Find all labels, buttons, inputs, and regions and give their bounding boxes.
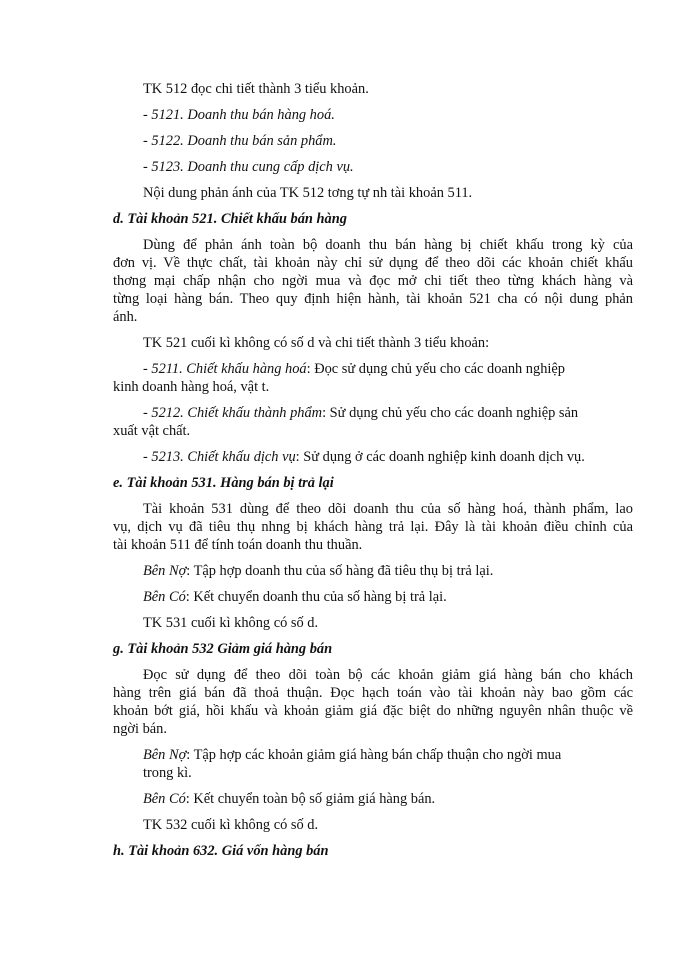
section-g-heading: g. Tài khoản 532 Giảm giá hàng bán <box>113 641 333 657</box>
section-e-heading: e. Tài khoản 531. Hàng bán bị trả lại <box>113 475 334 491</box>
section-e-para1-line3: tài khoản 511 để tính toán doanh thu thuần. <box>113 537 363 553</box>
section-e-ben-no-text: : Tập hợp doanh thu của số hàng đã tiêu thụ bị trả lại. <box>186 563 494 579</box>
item-5213-text: : Sử dụng ở các doanh nghiệp kinh doanh dịch vụ. <box>295 449 585 465</box>
section-h-heading: h. Tài khoản 632. Giá vốn hàng bán <box>113 843 329 859</box>
item-5213-line1 <box>143 448 585 466</box>
section-g-para1-line4: ngời bán. <box>113 721 167 737</box>
section-e-ben-co <box>143 588 447 606</box>
section-g-para1-line2: hàng trên giá bán đã thoả thuận. Đọc hạch toán vào tài khoản này bao gồm các <box>113 685 633 701</box>
item-5212-text: : Sử dụng chủ yếu cho các doanh nghiệp sản <box>322 405 579 421</box>
section-g-ben-co-label: Bên Có <box>143 791 186 807</box>
section-g-ben-no-label: Bên Nợ <box>143 747 187 763</box>
section-g-ben-co-text: : Kết chuyển toàn bộ số giảm giá hàng bán. <box>185 791 436 807</box>
item-5212-label: - 5212. Chiết khấu thành phẩm <box>143 405 323 421</box>
tk512-content: Nội dung phản ánh của TK 512 tơng tự nh tài khoản 511. <box>143 185 473 201</box>
section-g-closing: TK 532 cuối kì không có số d. <box>143 817 319 833</box>
tk5121-item: - 5121. Doanh thu bán hàng hoá. <box>143 107 335 123</box>
section-d-para1-line2: đơn vị. Về thực chất, tài khoản này chỉ sử dụng để theo dõi các khoản chiết khấu <box>113 255 633 271</box>
section-d-para1-line4: từng loại hàng bán. Theo quy định hiện hành, tài khoản 521 cha có nội dung phản <box>113 291 633 307</box>
item-5213-label: - 5213. Chiết khấu dịch vụ <box>143 449 296 465</box>
section-e-para1-line2: vụ, dịch vụ đã tiêu thụ nhng bị khách hàng trả lại. Đây là tài khoản điều chỉnh của <box>113 519 633 535</box>
section-g-para1-line1: Đọc sử dụng để theo dõi toàn bộ các khoản giảm giá hàng bán cho khách <box>143 667 633 683</box>
item-5211-label: - 5211. Chiết khấu hàng hoá <box>143 361 307 377</box>
item-5211-text: : Đọc sử dụng chủ yếu cho các doanh nghiệp <box>306 361 565 377</box>
section-e-ben-co-text: : Kết chuyển doanh thu của số hàng bị trả lại. <box>185 589 447 605</box>
item-5211-line2: kinh doanh hàng hoá, vật t. <box>113 379 270 395</box>
section-g-ben-no-line1 <box>143 746 561 764</box>
tk512-detail: TK 512 đọc chi tiết thành 3 tiểu khoản. <box>143 81 369 97</box>
section-g-ben-no-line2: trong kì. <box>143 765 192 781</box>
section-d-heading: d. Tài khoản 521. Chiết khấu bán hàng <box>113 211 347 227</box>
section-e-closing: TK 531 cuối kì không có số d. <box>143 615 319 631</box>
section-d-para1-line3: thơng mại chấp nhận cho ngời mua và đọc mở chi tiết theo từng khách hàng và <box>113 273 633 289</box>
section-g-para1-line3: khoản bớt giá, hồi khấu và khoản giảm giá đặc biệt do những nguyên nhân thuộc về <box>113 703 633 719</box>
section-g-ben-co <box>143 790 435 808</box>
item-5212-line2: xuất vật chất. <box>113 423 191 439</box>
tk5122-item: - 5122. Doanh thu bán sản phẩm. <box>143 133 337 149</box>
item-5212-line1 <box>143 404 578 422</box>
tk5123-item: - 5123. Doanh thu cung cấp dịch vụ. <box>143 159 354 175</box>
section-e-ben-no-label: Bên Nợ <box>143 563 187 579</box>
section-g-ben-no-text: : Tập hợp các khoản giảm giá hàng bán chấp thuận cho ngời mua <box>186 747 562 763</box>
section-d-para1-line5: ánh. <box>113 309 138 325</box>
section-e-para1-line1: Tài khoản 531 dùng để theo dõi doanh thu của số hàng hoá, thành phẩm, lao <box>143 501 633 517</box>
section-e-ben-no <box>143 562 493 580</box>
item-5211-line1 <box>143 360 565 378</box>
section-d-para2: TK 521 cuối kì không có số d và chi tiết thành 3 tiểu khoản: <box>143 335 490 351</box>
section-e-ben-co-label: Bên Có <box>143 589 186 605</box>
section-d-para1-line1: Dùng để phản ánh toàn bộ doanh thu bán hàng bị chiết khấu trong kỳ của <box>143 237 633 253</box>
